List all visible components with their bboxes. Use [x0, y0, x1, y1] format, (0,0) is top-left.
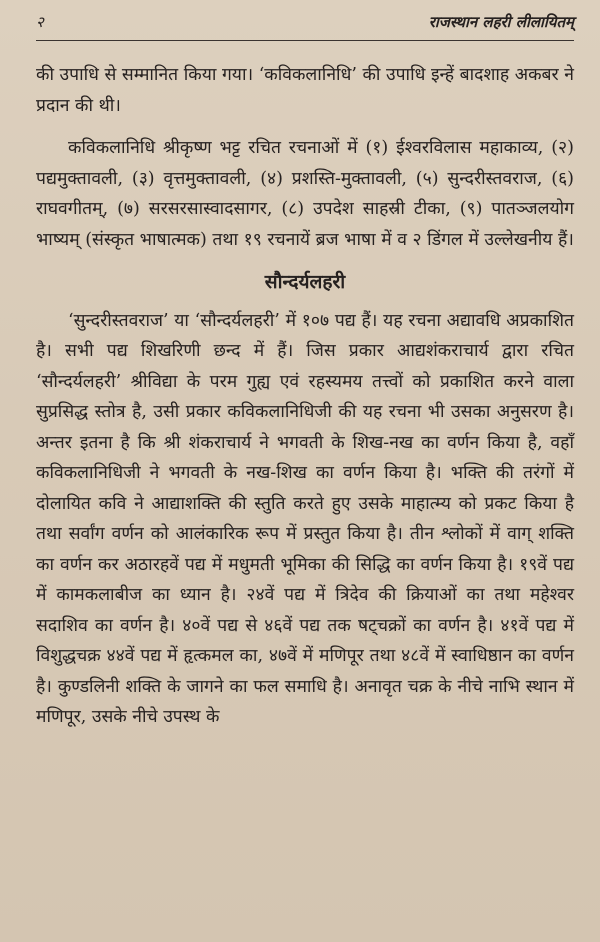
paragraph-works-list: कविकलानिधि श्रीकृष्ण भट्ट रचित रचनाओं में (१) ईश्वरविलास महाकाव्य, (२) पद्यमुक्तावली, (३) वृत्तमुक्तावली, (४) प्रशस्ति-मुक्तावली, (५) सुन्दरीस्तवराज, (६) राघवगीतम्, (७) सरसरसास्वादसागर, (८) उपदेश साहस्री टीका, (९) पातञ्जलयोग भाष्यम् (संस्कृत भाषात्मक) तथा १९ रचनायें ब्रज भाषा में व २ डिंगल में उल्लेखनीय हैं।	[36, 138, 574, 250]
paragraph-continuation: की उपाधि से सम्मानित किया गया। ‘कविकलानिधि’ की उपाधि इन्हें बादशाह अकबर ने प्रदान की थी।	[36, 65, 574, 116]
page-header	[36, 10, 574, 41]
paragraph-saundaryalahari: ‘सुन्दरीस्तवराज’ या ‘सौन्दर्यलहरी’ में १०७ पद्य हैं। यह रचना अद्यावधि अप्रकाशित है। सभी पद्य शिखरिणी छन्द में हैं। जिस प्रकार आद्यशंकराचार्य द्वारा रचित ‘सौन्दर्यलहरी’ श्रीविद्या के परम गुह्य एवं रहस्यमय तत्त्वों को प्रकाशित करने वाला सुप्रसिद्ध स्तोत्र है, उसी प्रकार कविकलानिधिजी की यह रचना भी उसका अनुसरण है। अन्तर इतना है कि श्री शंकराचार्य ने भगवती के शिख-नख का वर्णन किया है, वहाँ कविकलानिधिजी ने भगवती के नख-शिख का वर्णन किया है। भक्ति की तरंगों में दोलायित कवि ने आद्याशक्ति की स्तुति करते हुए उसके माहात्म्य को प्रकट किया है तथा सर्वांग वर्णन को आलंकारिक रूप में प्रस्तुत किया है। तीन श्लोकों में वाग् शक्ति का वर्णन कर अठारहवें पद्य में मधुमती भूमिका की सिद्धि का वर्णन किया है। १९वें पद्य में कामकलाबीज का ध्यान है। २४वें पद्य में त्रिदेव की क्रियाओं का तथा महेश्वर सदाशिव का वर्णन है। ४०वें पद्य से ४६वें पद्य तक षट्चक्रों का वर्णन है। ४१वें पद्य में विशुद्धचक्र ४४वें पद्य में हृत्कमल का, ४७वें में मणिपूर तथा ४८वें में स्वाधिष्ठान का वर्णन है। कुण्डलिनी शक्ति के जागने का फल समाधि है। अनावृत चक्र के नीचे नाभि स्थान में मणिपूर, उसके नीचे उपस्थ के	[36, 310, 574, 727]
page-number: २	[36, 13, 44, 31]
page-body	[36, 60, 574, 733]
section-heading: सौन्दर्यलहरी	[264, 271, 346, 293]
running-title: राजस्थान लहरी लीलायितम्	[428, 13, 574, 31]
